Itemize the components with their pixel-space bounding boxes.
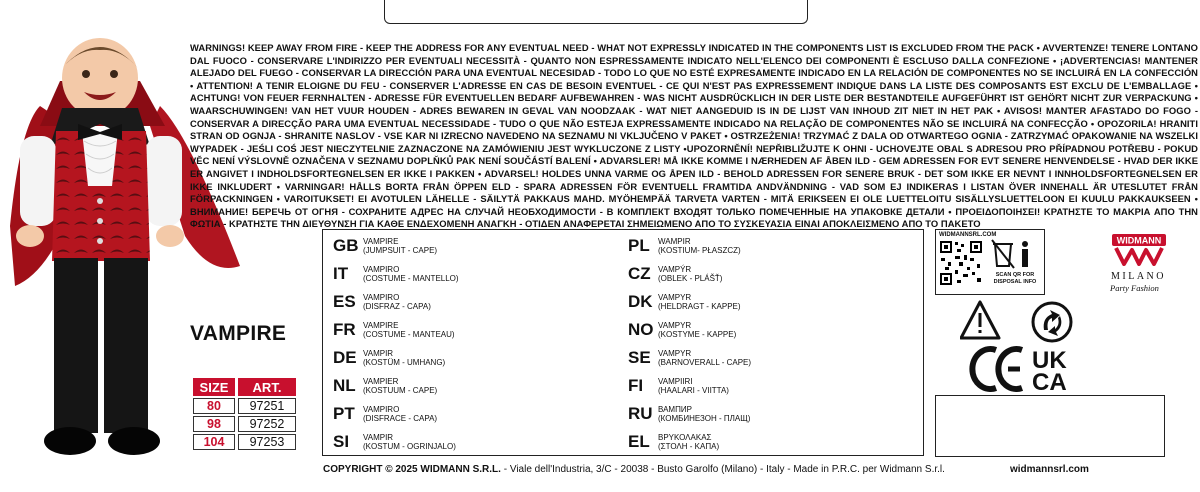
language-code: ES	[333, 292, 356, 311]
copyright-address: - Viale dell'Industria, 3/C - 20038 - Busto Garolfo (Milano) - Italy - Made in P.R.C. per Widmann S.r.l.	[500, 464, 945, 475]
language-desc	[363, 293, 431, 311]
language-entry	[628, 376, 729, 396]
language-code: CZ	[628, 264, 651, 283]
item-name: VAMPIRE	[363, 237, 399, 246]
language-code: RU	[628, 404, 653, 423]
table-row	[193, 416, 296, 432]
language-code: DK	[628, 292, 653, 311]
item-parts: (DISFRAZ - CAPA)	[363, 302, 431, 311]
ukca-mark-icon	[1032, 347, 1067, 392]
item-name: VAMPIER	[363, 377, 399, 386]
language-code: DE	[333, 348, 357, 367]
art-value: 97252	[238, 416, 296, 432]
language-code: FI	[628, 376, 644, 395]
item-parts: (KOSTUUM - CAPE)	[363, 386, 438, 395]
language-entry	[628, 432, 719, 452]
language-desc	[658, 265, 722, 283]
language-code: NL	[333, 376, 356, 395]
language-desc	[363, 265, 459, 283]
art-value: 97253	[238, 434, 296, 450]
art-value: 97251	[238, 398, 296, 414]
language-desc	[363, 321, 455, 339]
ce-mark-icon	[972, 349, 1022, 389]
language-entry	[333, 264, 459, 284]
language-entry	[333, 320, 455, 340]
item-name: VAMPIRO	[363, 265, 400, 274]
language-entry	[628, 236, 741, 256]
item-parts: (ΣΤΟΛΗ - ΚΑΠΑ)	[658, 442, 720, 451]
language-entry	[333, 376, 437, 396]
item-parts: (KOSTÜM - UMHANG)	[363, 358, 446, 367]
copyright-line	[323, 464, 945, 475]
item-parts: (HAALARI - VIITTA)	[658, 386, 729, 395]
item-parts: (KOSTIUM- PŁASZCZ)	[658, 246, 741, 255]
top-panel-outline	[384, 0, 808, 24]
item-name: VAMPIR	[363, 349, 394, 358]
language-code: PL	[628, 236, 650, 255]
language-desc	[658, 293, 741, 311]
item-parts: (COSTUME - MANTEAU)	[363, 330, 455, 339]
item-name: VAMPYR	[658, 321, 692, 330]
item-name: VAMPIRO	[363, 405, 400, 414]
table-row	[193, 398, 296, 414]
item-parts: (HELDRAGT - KAPPE)	[658, 302, 741, 311]
size-value: 98	[193, 416, 235, 432]
item-name: VAMPIRE	[363, 321, 399, 330]
language-code: PT	[333, 404, 355, 423]
recycle-icon	[1033, 303, 1071, 341]
compliance-marks	[960, 300, 1090, 392]
item-name: ΒΡΥΚΟΛΑΚΑΣ	[658, 433, 712, 442]
item-name: VAMPIIRI	[658, 377, 693, 386]
language-desc	[363, 405, 437, 423]
language-desc	[363, 237, 437, 255]
size-table-header	[193, 378, 296, 396]
language-code: IT	[333, 264, 349, 283]
qr-code-icon[interactable]	[939, 240, 983, 286]
size-header: SIZE	[193, 378, 235, 396]
language-entry	[628, 292, 741, 312]
item-parts: (КОМБИНЕЗОН - ПЛАЩ)	[658, 414, 751, 423]
widmann-logo	[1108, 230, 1170, 266]
language-code: GB	[333, 236, 359, 255]
language-entry	[333, 348, 445, 368]
item-parts: (JUMPSUIT - CAPE)	[363, 246, 438, 255]
language-desc	[363, 349, 445, 367]
svg-text:UK: UK	[1032, 347, 1067, 374]
brand-city: MILANO	[1111, 271, 1166, 282]
item-name: VAMPIRO	[363, 293, 400, 302]
item-parts: (KOSTUM - OGRINJALO)	[363, 442, 456, 451]
language-entry	[333, 404, 437, 424]
language-code: EL	[628, 432, 650, 451]
item-name: WAMPIR	[658, 237, 691, 246]
warnings-text: WARNINGS! KEEP AWAY FROM FIRE - KEEP THE ADDRESS FOR ANY EVENTUAL NEED - WHAT NOT EXPRESSLY INDICATED IN THE COMPONENTS LIST IS EXCLUDED FROM THE PACK • AVVERTENZE! TENERE LONTANO DAL FUOCO - CONSERVARE L'INDIRIZZO PER EVENTUALI NECESSITÀ - QUANTO NON ESPRESSAMENTE INDICATO NELL'ELENCO DEI COMPONENTI È ESCLUSO DALLA CONFEZIONE • ¡ADVERTENCIAS! MANTENER ALEJADO DEL FUEGO - CONSERVAR LA DIRECCIÓN PARA UNA EVENTUAL NECESIDAD - TODO LO QUE NO ESTÉ EXPRESAMENTE INDICADO EN LA RELACIÓN DE COMPONENTES NO SE INCLUIRÁ EN LA CONFECCIÓN • ATTENTION! A TENIR ELOIGNE DU FEU - CONSERVER L'ADRESSE EN CAS DE BESOIN EVENTUEL - CE QUI N'EST PAS EXPRESSEMENT INDIQUE DANS LA LISTE DES COMPOSANTS EST EXCLU DE L'EMBALLAGE • ACHTUNG! VON FEUER FERNHALTEN - ADRESSE FÜR EVENTUELLEN BEDARF AUFBEWAHREN - WAS NICHT AUSDRÜCKLICH IN DER LISTE DER BESTANDTEILE AUFGEFÜHRT IST GEHÖRT NICHT ZUR VERPACKUNG • WAARSCHUWINGEN! VAN HET VUUR HOUDEN - ADRES BEWAREN IN GEVAL VAN NOODZAAK - WAT NIET AANGEDUID IS IN DE LIJST VAN INHOUD ZIT NIET IN HET PAK • AVISOS! MANTER AFASTADO DO FOGO - CONSERVAR A DIRECÇÃO PARA UMA EVENTUAL NECESSIDADE - TUDO O QUE NÃO ESTEJA EXPRESSAMENTE INDICADO NA RELAÇÃO DE COMPONENTES NÃO SE INCLUIRÁ NA CONFECÇÃO • OPOZORILA! HRANITI STRAN OD OGNJA - SHRANITE NASLOV - VSE KAR NI IZRECNO NAVEDENO NA SEZNAMU NI VKLJUČENO V PAKET • OSTRZEŻENIA! TRZYMAĆ Z DALA OD OTWARTEGO OGNIA - ZATRZYMAĆ OPAKOWANIE NA WSZELKI WYPADEK - JEŚLI COŚ JEST NIECZYTELNIE ZAZNACZONE NA ZAMÓWIENIU JEST WYKLUCZONE Z LISTY •UPOZORNĚNÍ! NEPŘIBLIŽUJTE K OHNI - UCHOVEJTE OBAL S ADRESOU PRO PŘÍPADNOU POTŘEBU - POKUD VĚC NENÍ VÝSLOVNĚ OZNAČENA V SEZNAMU DOPLŇKŮ PAK NENÍ SOUČÁSTÍ BALENÍ • ADVARSLER! MÅ IKKE KOMME I NÆRHEDEN AF ÅBEN ILD - GEM ADRESSEN FOR EVT SENERE HENVENDELSE - HVAD DER IKKE ER ANGIVET I INDHOLDSFORTEGNELSEN ER IKKE I PAKKEN • ADVARSEL! HOLDES UNNA VARME OG ÅPEN ILD - BEHOLD ADRESSEN FOR SENERE BRUK - DET SOM IKKE ER NEVNT I INNHOLDSFORTEGNELSEN ER IKKE INKLUDERT • VARNINGAR! HÅLLS BORTA FRÅN ÖPPEN ELD - SPARA ADRESSEN FÖR EVENTUELL FRAMTIDA ANDVÄNDNING - VAD SOM EJ INDIKERAS I LISTAN ÖVER INNEHALL ÄR UTESLUTET FRÅN FÖRPACKNINGEN • VAROITUKSET! EI AVOTULEN LÄHELLE - SÄILYTÄ PAKKAUS MAHD. MYÖHEMPÄÄ TARVETA VARTEN - MITÄ ERIKSEEN EI OLE LUETTELOITU SISÄLLYSLUETTELOON EI KUULU PAKKAUKSEEN • ВНИМАНИЕ! БЕРЕЧЬ ОТ ОГНЯ - СОХРАНИТЕ АДРЕС НА СЛУЧАЙ НЕОБХОДИМОСТИ - В КОМПЛЕКТ ВХОДЯТ ТОЛЬКО ПОМЕЧЕННЫЕ НА УПАКОВКЕ ДЕТАЛИ • ΠΡΟΕΙΔΟΠΟΙΗΣΕΙ! ΚΡΑΤΗΣΤΕ ΤΟ ΜΑΚΡΙΑ ΑΠΟ ΤΗΝ ΦΩΤΙΑ - ΚΡΑΤΗΣΤΕ ΤΗΝ ΔΙΕΥΘΥΝΣΗ ΓΙΑ ΚΑΘΕ ΕΝΔΕΧΟΜΕΝΗ ΑΝΑΓΚΗ - ΟΤΙΔΕΝ ΑΝΑΦΕΡΕΤΑΙ ΣΗΜΕΙΩΜΕΝΟ ΑΠΟ ΤΟ ΣΥΣΚΕΥΑΣΙΑ ΕΙΝΑΙ ΑΠΟΚΛΕΙΣΜΕΝΟ ΑΠΟ ΤΟ ΠΑΚΕΤΟ	[190, 42, 1198, 230]
size-value: 104	[193, 434, 235, 450]
language-desc	[363, 433, 456, 451]
product-title: VAMPIRE	[190, 322, 287, 345]
language-entry	[333, 292, 431, 312]
item-name: VAMPYR	[658, 293, 692, 302]
language-desc	[658, 377, 729, 395]
language-desc	[658, 405, 750, 423]
item-parts: (KOSTYME - KAPPE)	[658, 330, 737, 339]
language-entry	[628, 264, 722, 284]
language-entry	[628, 320, 736, 340]
blank-label-box	[935, 395, 1165, 457]
art-header: ART.	[238, 378, 296, 396]
language-code: FR	[333, 320, 356, 339]
language-desc	[363, 377, 437, 395]
language-desc	[658, 349, 751, 367]
language-code: SE	[628, 348, 651, 367]
language-entry	[333, 236, 437, 256]
language-entry	[333, 432, 456, 452]
svg-text:WIDMANN: WIDMANN	[1116, 235, 1162, 246]
item-name: VAMPYR	[658, 349, 692, 358]
language-desc	[658, 321, 736, 339]
language-entry	[628, 404, 750, 424]
item-name: VAMPÝR	[658, 265, 692, 274]
warning-triangle-icon	[961, 302, 999, 338]
item-parts: (OBLEK - PLÁŠŤ)	[658, 274, 723, 283]
table-row	[193, 434, 296, 450]
size-table	[190, 376, 299, 452]
size-value: 80	[193, 398, 235, 414]
qr-label: WIDMANNSRL.COM	[939, 232, 997, 238]
item-name: VAMPIR	[363, 433, 394, 442]
copyright-holder: COPYRIGHT © 2025 WIDMANN S.R.L.	[323, 464, 501, 475]
language-code: SI	[333, 432, 350, 451]
item-parts: (DISFRACE - CAPA)	[363, 414, 438, 423]
item-name: ВАМПИР	[658, 405, 692, 414]
disposal-text: SCAN QR FOR DISPOSAL INFO	[993, 272, 1037, 285]
item-parts: (COSTUME - MANTELLO)	[363, 274, 459, 283]
brand-tagline: Party Fashion	[1110, 283, 1159, 293]
language-desc	[658, 237, 741, 255]
language-entry	[628, 348, 751, 368]
website-link[interactable]: widmannsrl.com	[1010, 464, 1089, 475]
language-code: NO	[628, 320, 654, 339]
item-parts: (BARNOVERALL - CAPE)	[658, 358, 752, 367]
language-desc	[658, 433, 719, 451]
svg-text:CA: CA	[1032, 369, 1067, 392]
